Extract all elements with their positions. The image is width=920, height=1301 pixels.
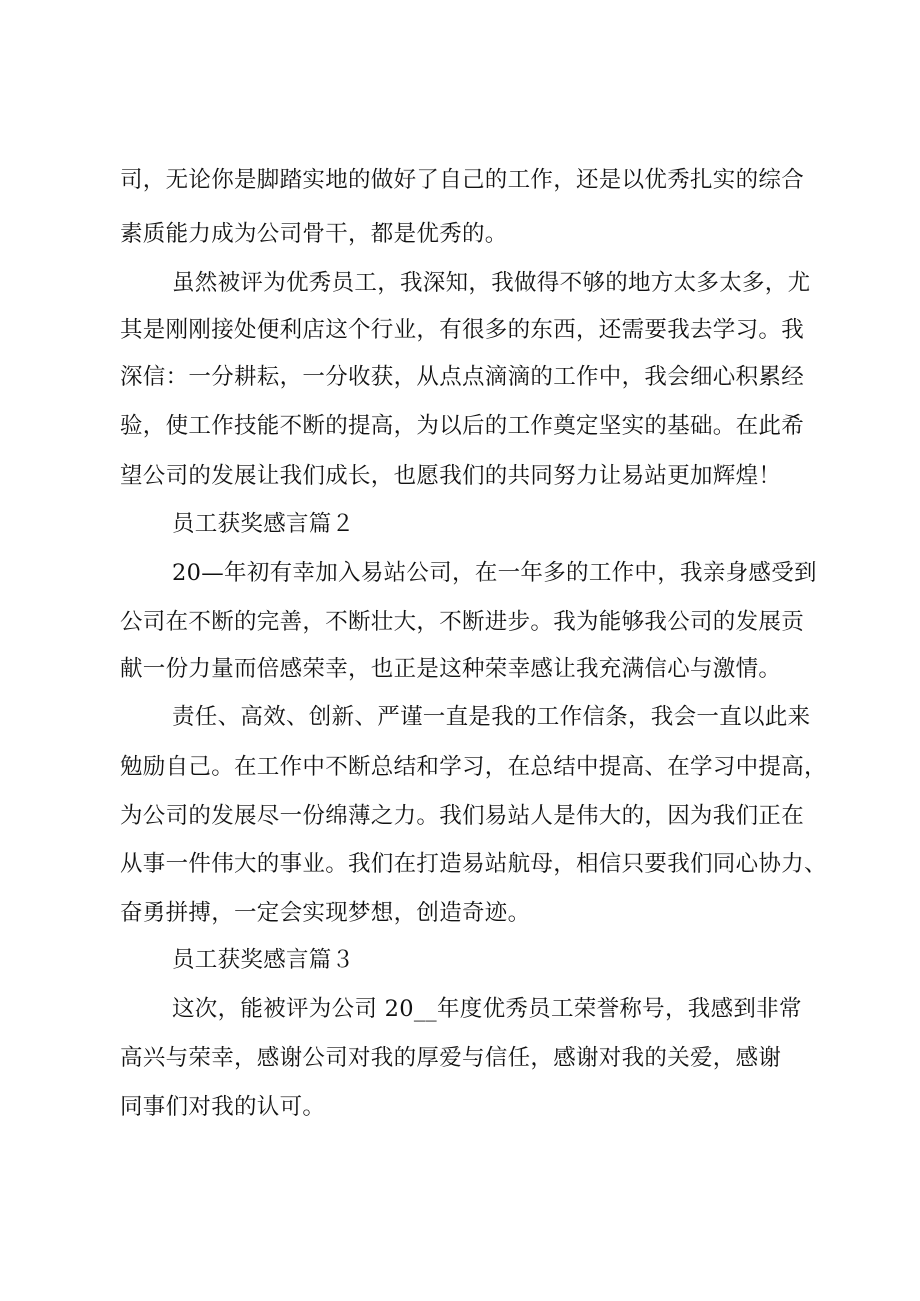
- paragraph-first-line: 责任、高效、创新、严谨一直是我的工作信条，我会一直以此来: [172, 704, 811, 730]
- text-line: 奋勇拼搏，一定会实现梦想，创造奇迹。: [120, 900, 531, 926]
- paragraph-first-line: 虽然被评为优秀员工，我深知，我做得不够的地方太多太多，尤: [172, 270, 811, 296]
- text-line: 高兴与荣幸，感谢公司对我的厚爱与信任，感谢对我的关爱，感谢: [120, 1045, 782, 1071]
- section-heading: 员工获奖感言篇３: [172, 947, 355, 973]
- paragraph-first-line: 20—年初有幸加入易站公司，在一年多的工作中，我亲身感受到: [172, 560, 817, 586]
- text-line: 司，无论你是脚踏实地的做好了自己的工作，还是以优秀扎实的综合: [120, 167, 805, 193]
- text-line: 为公司的发展尽一份绵薄之力。我们易站人是伟大的，因为我们正在: [120, 803, 805, 829]
- text-line: 素质能力成为公司骨干，都是优秀的。: [120, 221, 508, 247]
- text-line: 其是刚刚接处便利店这个行业，有很多的东西，还需要我去学习。我: [120, 317, 805, 343]
- section-heading: 员工获奖感言篇２: [172, 511, 355, 537]
- paragraph-first-line: 这次，能被评为公司 20__年度优秀员工荣誉称号，我感到非常: [172, 996, 802, 1022]
- text-line: 公司在不断的完善，不断壮大，不断进步。我为能够我公司的发展贡: [120, 609, 805, 635]
- text-line: 同事们对我的认可。: [120, 1094, 326, 1120]
- text-line: 勉励自己。在工作中不断总结和学习，在总结中提高、在学习中提高，: [120, 754, 827, 780]
- text-line: 献一份力量而倍感荣幸，也正是这种荣幸感让我充满信心与激情。: [120, 656, 782, 682]
- text-line: 从事一件伟大的事业。我们在打造易站航母，相信只要我们同心协力、: [120, 851, 827, 877]
- text-line: 望公司的发展让我们成长，也愿我们的共同努力让易站更加辉煌！: [120, 463, 782, 489]
- text-line: 验，使工作技能不断的提高，为以后的工作奠定坚实的基础。在此希: [120, 413, 805, 439]
- text-line: 深信：一分耕耘，一分收获，从点点滴滴的工作中，我会细心积累经: [120, 364, 805, 390]
